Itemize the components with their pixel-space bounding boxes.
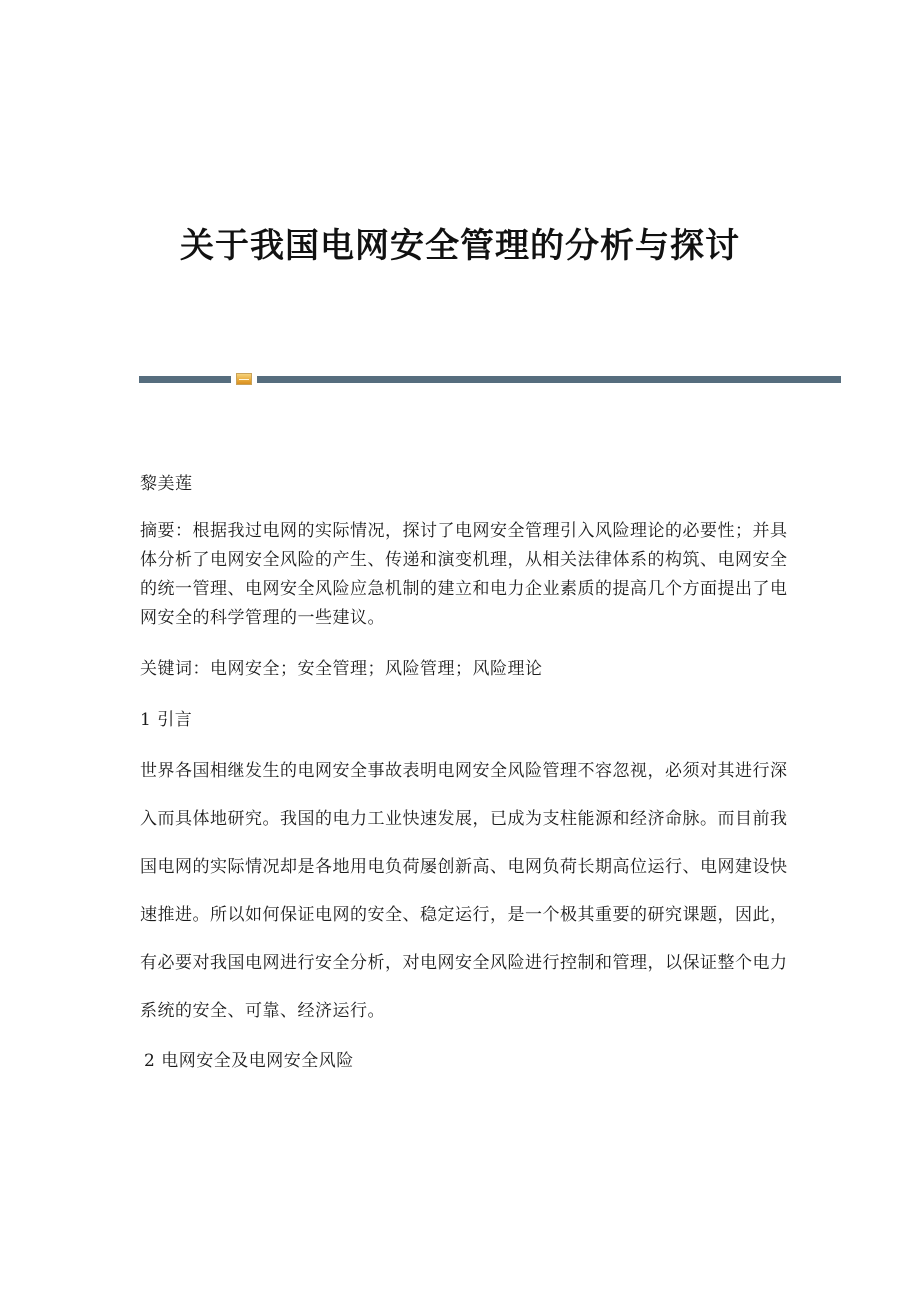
- title-divider: [139, 373, 841, 385]
- divider-marker-icon: [236, 373, 252, 385]
- divider-bar-right: [257, 376, 841, 383]
- author-name: 黎美莲: [140, 474, 193, 494]
- document-title: 关于我国电网安全管理的分析与探讨: [180, 226, 740, 266]
- section-2-heading: 2 电网安全及电网安全风险: [144, 1051, 354, 1071]
- section-1-paragraph: 世界各国相继发生的电网安全事故表明电网安全风险管理不容忽视，必须对其进行深入而具体地研究。我国的电力工业快速发展，已成为支柱能源和经济命脉。而目前我国电网的实际情况却是各地用电负荷屡创新高、电网负荷长期高位运行、电网建设快速推进。所以如何保证电网的安全、稳定运行，是一个极其重要的研究课题，因此，有必要对我国电网进行安全分析，对电网安全风险进行控制和管理，以保证整个电力系统的安全、可靠、经济运行。: [140, 761, 788, 1021]
- keywords-line: 关键词：电网安全；安全管理；风险管理；风险理论: [140, 659, 543, 679]
- divider-bar-left: [139, 376, 231, 383]
- document-body: [140, 470, 790, 1076]
- abstract-paragraph: 摘要：根据我过电网的实际情况，探讨了电网安全管理引入风险理论的必要性；并具体分析了电网安全风险的产生、传递和演变机理，从相关法律体系的构筑、电网安全的统一管理、电网安全风险应急机制的建立和电力企业素质的提高几个方面提出了电网安全的科学管理的一些建议。: [140, 521, 788, 628]
- section-1-heading: 1 引言: [140, 710, 193, 730]
